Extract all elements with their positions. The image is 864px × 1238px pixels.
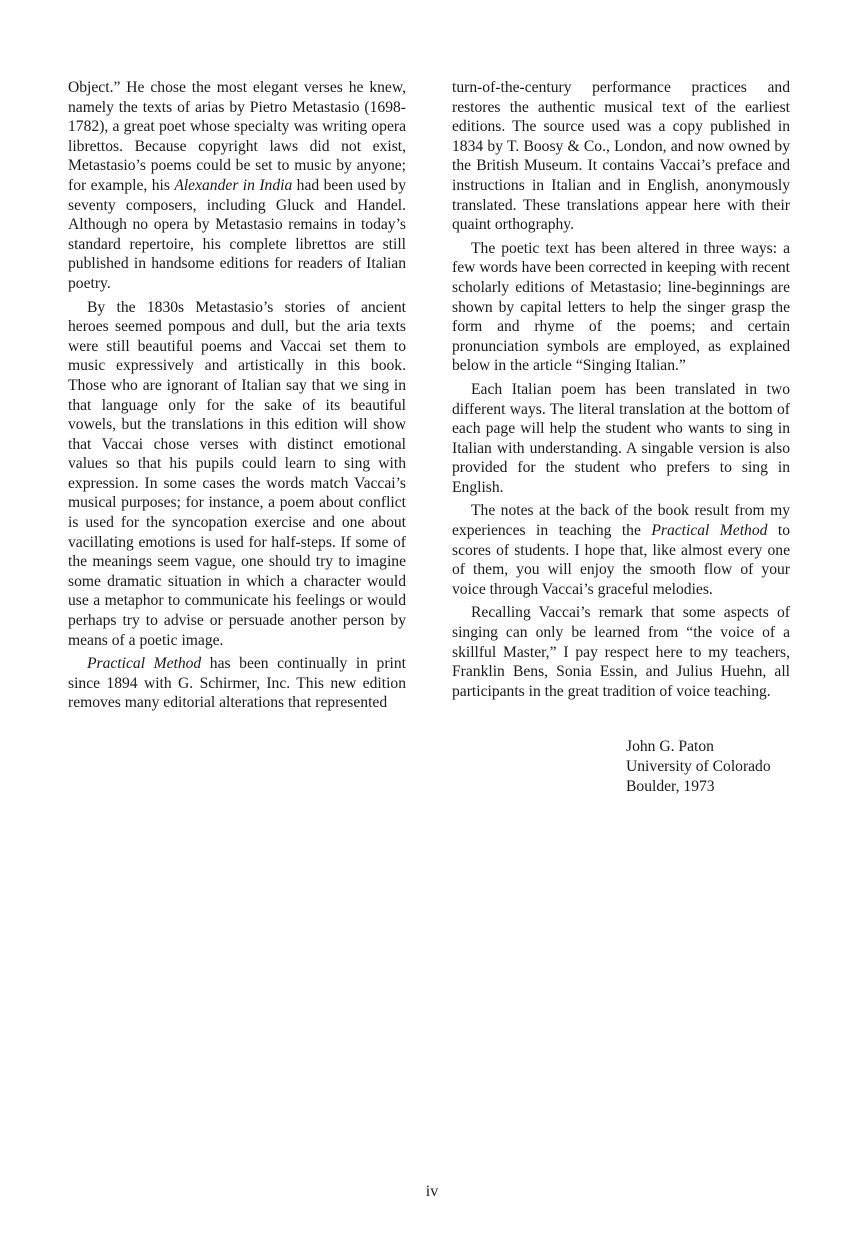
paragraph-text: turn-of-the-century performance practices and restores the authentic musical text of the earliest editions. The source used was a copy published in 1834 by T. Boosy & Co., London, and now owned by the British Museum. It contains Vaccai’s preface and instructions in Italian and in English, anonymously translated. These translations appear here with their quaint orthography. [452, 79, 790, 234]
paragraph-text: The notes at the back of the book result from my experiences in teaching the [452, 502, 790, 540]
paragraph [68, 78, 406, 294]
italic-title: Practical Method [87, 655, 202, 673]
paragraph [452, 501, 790, 599]
paragraph-text: The poetic text has been altered in three ways: a few words have been corrected in keeping with recent scholarly editions of Metastasio; line-beginnings are shown by capital letters to help the singer grasp the form and rhyme of the poems; and certain pronunciation symbols are employed, as explained below in the article “Singing Italian.” [452, 239, 790, 375]
paragraph-text: By the 1830s Metastasio’s stories of ancient heroes seemed pompous and dull, but the aria texts were still beautiful poems and Vaccai set them to music expressively and artistically in this book. Those who are ignorant of Italian say that we sing in that language only for the sake of its beautiful vowels, but the translations in this edition will show that Vaccai chose verses with distinct emotional values so that his pupils could learn to sing with expression. In some cases the words match Vaccai’s musical purposes; for instance, a poem about conflict is used for the syncopation exercise and one about vacillating emotions is used for half-steps. If some of the meanings seem vague, one should try to imagine some dramatic situation in which a character would use a metaphor to communicate his feelings or would perhaps try to advise or persuade another person by means of a poetic image. [68, 298, 406, 649]
page-number: iv [425, 1183, 439, 1200]
left-column [68, 78, 406, 717]
paragraph [452, 78, 790, 235]
paragraph [68, 298, 406, 651]
paragraph-text: has been continually in print since 1894 with G. Schirmer, Inc. This new edition removes many editorial alterations that represented [68, 655, 407, 712]
paragraph-text: Object.” He chose the most elegant verses he knew, namely the texts of arias by Pietro Metastasio (1698-1782), a great poet whose specialty was writing opera librettos. Because copyright laws did not exist, Metastasio’s poems could be set to music by anyone; for example, his [68, 79, 406, 194]
paragraph [68, 654, 406, 713]
signature-block [626, 737, 790, 796]
italic-title: Practical Method [651, 522, 768, 540]
paragraph-text: had been used by seventy composers, including Gluck and Handel. Although no opera by Metastasio remains in today’s standard repertoire, his complete librettos are still published in handsome editions for readers of Italian poetry. [68, 176, 406, 292]
place-date: Boulder, 1973 [626, 777, 715, 795]
paragraph-text: to scores of students. I hope that, like almost every one of them, you will enjoy the smooth flow of your voice through Vaccai’s graceful melodies. [452, 522, 791, 598]
paragraph [452, 603, 790, 701]
paragraph [452, 380, 790, 498]
author-institution: University of Colorado [626, 758, 771, 775]
paragraph-text: Recalling Vaccai’s remark that some aspects of singing can only be learned from “the voice of a skillful Master,” I pay respect here to my teachers, Franklin Bens, Sonia Essin, and Julius Huehn, all participants in the great tradition of voice teaching. [452, 604, 790, 700]
paragraph-text: Each Italian poem has been translated in two different ways. The literal translation at the bottom of each page will help the student who wants to sing in Italian with understanding. A singable version is also provided for the student who prefers to sing in English. [452, 380, 790, 496]
italic-title: Alexander in India [174, 176, 293, 194]
right-column [452, 78, 790, 796]
author-name: John G. Paton [626, 738, 714, 756]
paragraph [452, 239, 790, 376]
